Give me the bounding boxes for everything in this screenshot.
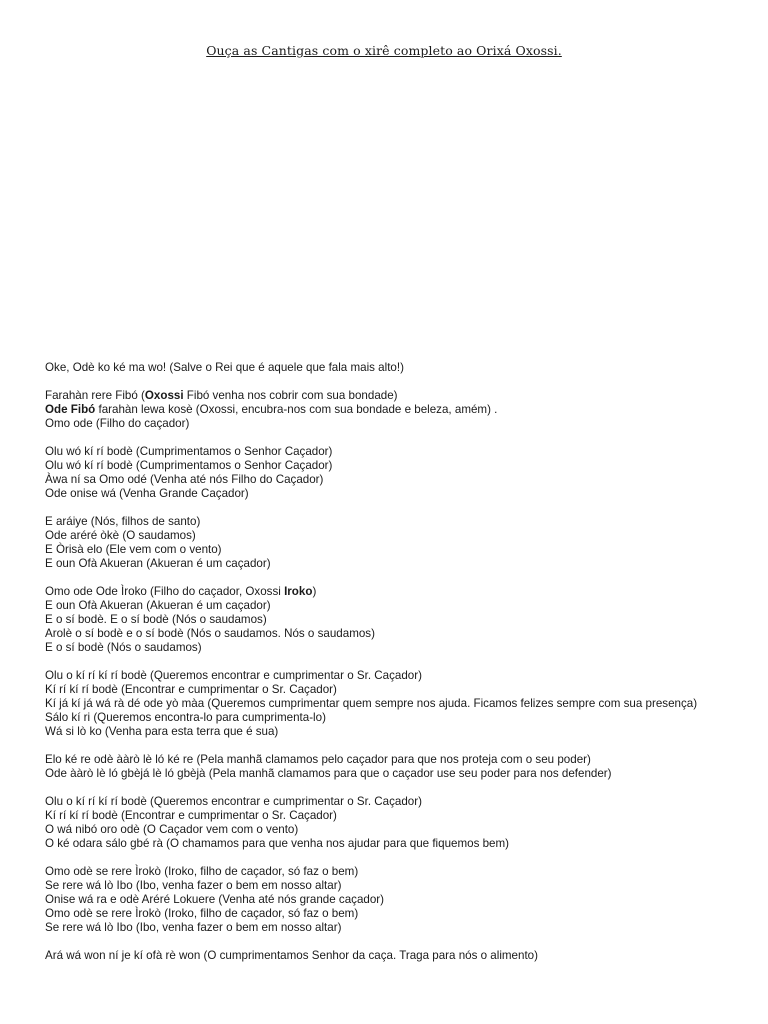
stanza — [45, 585, 735, 655]
lyric-line: Kí já kí já wá rà dé ode yò màa (Queremos cumprimentar quem sempre nos ajuda. Ficamos felizes sempre com sua presença) — [45, 697, 698, 710]
lyric-line: E oun Ofà Akueran (Akueran é um caçador) — [45, 557, 271, 570]
stanza — [45, 753, 735, 781]
stanza — [45, 445, 735, 501]
lyric-line: E o sí bodè. E o sí bodè (Nós o saudamos) — [45, 613, 267, 626]
lyric-line: Ode Fibó farahàn lewa kosè (Oxossi, encubra-nos com sua bondade e beleza, amém) . — [45, 403, 498, 416]
lyric-line: Onise wá ra e odè Aréré Lokuere (Venha até nós grande caçador) — [45, 893, 385, 906]
stanza — [45, 361, 735, 375]
lyric-line: E o sí bodè (Nós o saudamos) — [45, 641, 202, 654]
lyric-line: Omo odè se rere Ìrokò (Iroko, filho de caçador, só faz o bem) — [45, 907, 359, 920]
lyric-line: Wá si lò ko (Venha para esta terra que é sua) — [45, 725, 279, 738]
lyric-line: Olu o kí rí kí rí bodè (Queremos encontrar e cumprimentar o Sr. Caçador) — [45, 795, 422, 808]
lyric-line: E aráiye (Nós, filhos de santo) — [45, 515, 201, 528]
lyric-line: Oke, Odè ko ké ma wo! (Salve o Rei que é aquele que fala mais alto!) — [45, 361, 404, 374]
lyric-line: Ode aréré òkè (O saudamos) — [45, 529, 196, 542]
lyric-line: Olu o kí rí kí rí bodè (Queremos encontrar e cumprimentar o Sr. Caçador) — [45, 669, 422, 682]
lyric-line: Ode onise wá (Venha Grande Caçador) — [45, 487, 249, 500]
stanza — [45, 949, 735, 963]
lyric-line: O ké odara sálo gbé rà (O chamamos para que venha nos ajudar para que fiquemos bem) — [45, 837, 510, 850]
lyric-line: O wá nibó oro odè (O Caçador vem com o vento) — [45, 823, 299, 836]
stanza — [45, 389, 735, 431]
stanza — [45, 795, 735, 851]
lyric-line: Ode ààrò lè ló gbèjá lè ló gbèjà (Pela manhã clamamos para que o caçador use seu poder para nos defender) — [45, 767, 612, 780]
lyric-line: Omo ode Ode Ìroko (Filho do caçador, Oxossi Iroko) — [45, 585, 317, 598]
lyric-line: Àwa ní sa Omo odé (Venha até nós Filho do Caçador) — [45, 473, 324, 486]
lyric-line: Olu wó kí rí bodè (Cumprimentamos o Senhor Caçador) — [45, 445, 333, 458]
lyric-line: Omo odè se rere Ìrokò (Iroko, filho de caçador, só faz o bem) — [45, 865, 359, 878]
stanza — [45, 865, 735, 935]
lyric-line: Kí rí kí rí bodè (Encontrar e cumprimentar o Sr. Caçador) — [45, 809, 337, 822]
lyric-line: E Òrisà elo (Ele vem com o vento) — [45, 543, 222, 556]
page-title: Ouça as Cantigas com o xirê completo ao Orixá Oxossi. — [206, 43, 562, 58]
lyric-line: E oun Ofà Akueran (Akueran é um caçador) — [45, 599, 271, 612]
lyric-line: Omo ode (Filho do caçador) — [45, 417, 190, 430]
lyric-line: Se rere wá lò Ibo (Ibo, venha fazer o bem em nosso altar) — [45, 879, 342, 892]
lyric-line: Elo ké re odè ààrò lè ló ké re (Pela manhã clamamos pelo caçador para que nos proteja com o seu poder) — [45, 753, 591, 766]
lyric-line: Sálo kí ri (Queremos encontra-lo para cumprimenta-lo) — [45, 711, 326, 724]
lyric-line: Olu wó kí rí bodè (Cumprimentamos o Senhor Caçador) — [45, 459, 333, 472]
lyric-line: Kí rí kí rí bodè (Encontrar e cumprimentar o Sr. Caçador) — [45, 683, 337, 696]
lyric-line: Ará wá won ní je kí ofà rè won (O cumprimentamos Senhor da caça. Traga para nós o alimento) — [45, 949, 538, 962]
lyric-line: Arolè o sí bodè e o sí bodè (Nós o saudamos. Nós o saudamos) — [45, 627, 375, 640]
stanza — [45, 515, 735, 571]
lyric-line: Farahàn rere Fibó (Oxossi Fibó venha nos cobrir com sua bondade) — [45, 389, 398, 402]
lyric-line: Se rere wá lò Ibo (Ibo, venha fazer o bem em nosso altar) — [45, 921, 342, 934]
song-lyrics — [45, 361, 735, 977]
stanza — [45, 669, 735, 739]
